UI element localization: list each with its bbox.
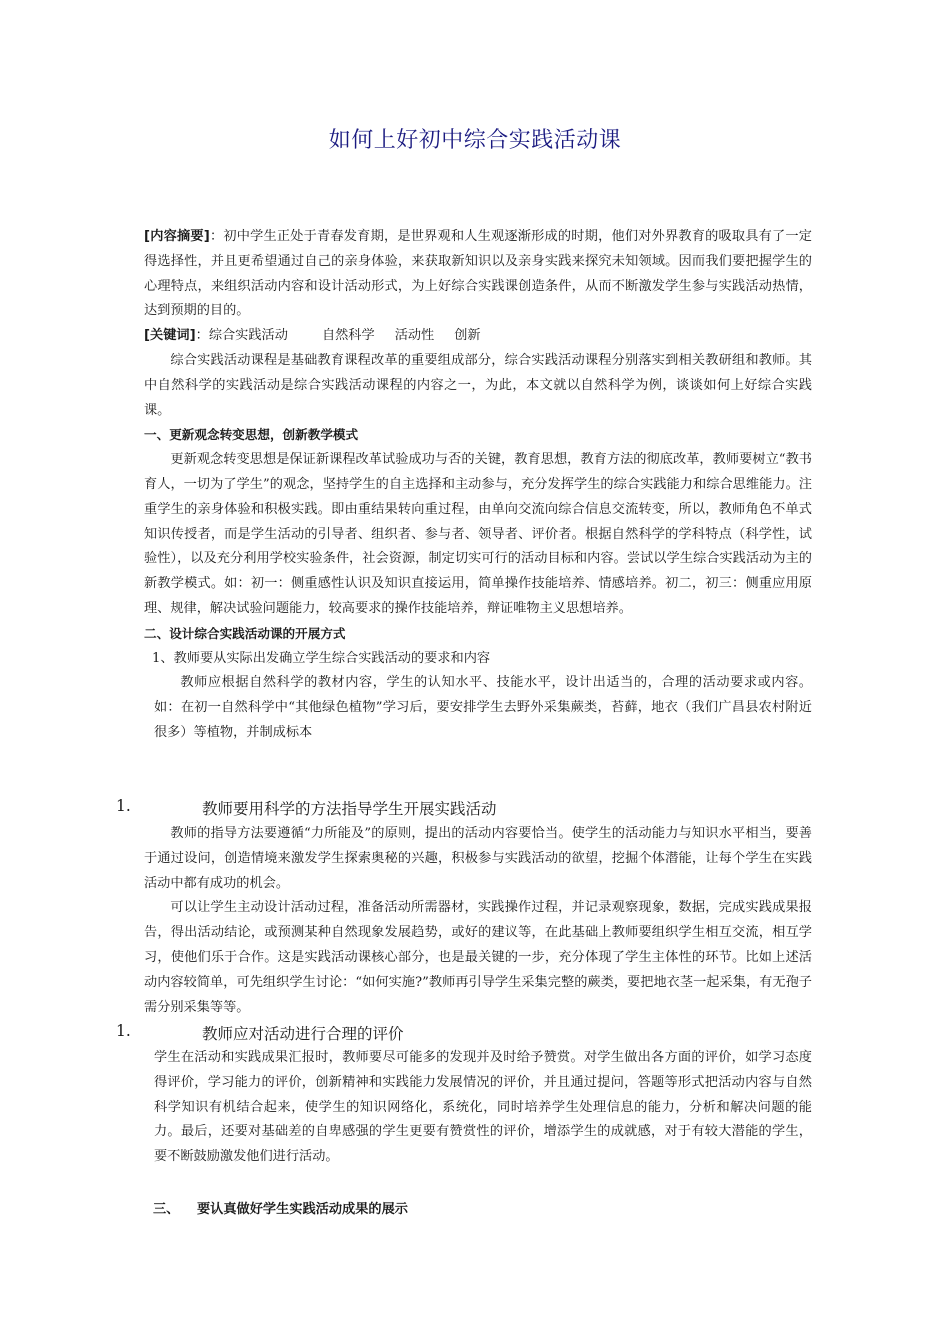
section1-heading: 一、更新观念转变思想，创新教学模式 — [144, 427, 359, 443]
numbered-heading-text: 教师应对活动进行合理的评价 — [202, 1025, 404, 1043]
section2-sub1-body: 教师应根据自然科学的教材内容，学生的认知水平、技能水平，设计出适当的，合理的活动要求或内容。如：在初一自然科学中“其他绿色植物”学习后，要安排学生去野外采集蕨类，苔藓，地衣（我们广昌县农村附近很多）等植物，并制成标本 — [154, 675, 812, 740]
numbered-heading-text: 教师要用科学的方法指导学生开展实践活动 — [202, 800, 497, 818]
keyword-item: 活动性 — [394, 328, 435, 344]
list-number: 1. — [116, 797, 131, 815]
section2-sub1-title: 1、教师要从实际出发确立学生综合实践活动的要求和内容 — [152, 650, 491, 666]
section3-number: 三、 — [153, 1202, 180, 1217]
list-number: 1. — [116, 1022, 131, 1040]
keywords-colon: ： — [195, 328, 209, 344]
abstract-label: [内容摘要] — [144, 229, 210, 244]
keyword-item: 自然科学 — [321, 328, 375, 344]
section3-heading-text: 要认真做好学生实践活动成果的展示 — [197, 1202, 408, 1217]
abstract-paragraph — [144, 225, 812, 324]
document-body-top — [144, 225, 812, 746]
item2-paragraph-1: 教师的指导方法要遵循“力所能及”的原则，提出的活动内容要恰当。使学生的活动能力与知识水平相当，要善于通过设问，创造情境来激发学生探索奥秘的兴趣，积极参与实践活动的欲望，挖掘个体潜能，让每个学生在实践活动中都有成功的机会。 — [144, 826, 812, 891]
item2-paragraph-2: 可以让学生主动设计活动过程，准备活动所需器材，实践操作过程，并记录观察现象，数据，完成实践成果报告，得出活动结论，或预测某种自然现象发展趋势，或好的建议等，在此基础上教师要组织学生相互交流，相互学习，使他们乐于合作。这是实践活动课核心部分，也是最关键的一步，充分体现了学生主体性的环节。比如上述活动内容较简单，可先组织学生讨论：“如何实施?”教师再引导学生采集完整的蕨类，要把地衣茎一起采集，有无孢子需分别采集等等。 — [144, 900, 812, 1015]
abstract-text: ：初中学生正处于青春发育期，是世界观和人生观逐渐形成的时期，他们对外界教育的吸取具有了一定得选择性，并且更希望通过自己的亲身体验，来获取新知识以及亲身实践来探究未知领域。因而我们要把握学生的心理特点，来组织活动内容和设计活动形式，为上好综合实践课创造条件，从而不断激发学生参与实践活动热情，达到预期的目的。 — [144, 229, 812, 319]
item2-body — [144, 822, 812, 1020]
section3-heading — [153, 1198, 408, 1217]
keyword-item: 综合实践活动 — [208, 328, 288, 344]
keywords-label: [关键词] — [144, 328, 196, 344]
section1-body: 更新观念转变思想是保证新课程改革试验成功与否的关键，教育思想，教育方法的彻底改革，教师要树立“教书育人，一切为了学生”的观念，坚持学生的自主选择和主动参与，充分发挥学生的综合实践能力和综合思维能力。注重学生的亲身体验和积极实践。即由重结果转向重过程，由单向交流向综合信息交流转变，所以，教师角色不单式知识传授者，而是学生活动的引导者、组织者、参与者、领导者、评价者。根据自然科学的学科特点（科学性，试验性），以及充分利用学校实验条件，社会资源，制定切实可行的活动目标和内容。尝试以学生综合实践活动为主的新教学模式。如：初一：侧重感性认识及知识直接运用，简单操作技能培养、情感培养。初二，初三：侧重应用原理、规律，解决试验问题能力，较高要求的操作技能培养，辩证唯物主义思想培养。 — [144, 452, 812, 616]
item3-paragraph: 学生在活动和实践成果汇报时，教师要尽可能多的发现并及时给予赞赏。对学生做出各方面的评价，如学习态度得评价，学习能力的评价，创新精神和实践能力发展情况的评价，并且通过提问，答题等形式把活动内容与自然科学知识有机结合起来，使学生的知识网络化，系统化，同时培养学生处理信息的能力，分析和解决问题的能力。最后，还要对基础差的自卑感强的学生更要有赞赏性的评价，增添学生的成就感，对于有较大潜能的学生，要不断鼓励激发他们进行活动。 — [154, 1050, 812, 1165]
page-title: 如何上好初中综合实践活动课 — [328, 128, 622, 153]
intro-paragraph: 综合实践活动课程是基础教育课程改革的重要组成部分，综合实践活动课程分别落实到相关教研组和教师。其中自然科学的实践活动是综合实践活动课程的内容之一，为此，本文就以自然科学为例，谈谈如何上好综合实践课。 — [144, 352, 812, 418]
keyword-item: 创新 — [454, 328, 481, 344]
keywords-line — [144, 324, 812, 349]
section2-heading: 二、设计综合实践活动课的开展方式 — [144, 625, 346, 641]
item3-body — [154, 1046, 812, 1170]
